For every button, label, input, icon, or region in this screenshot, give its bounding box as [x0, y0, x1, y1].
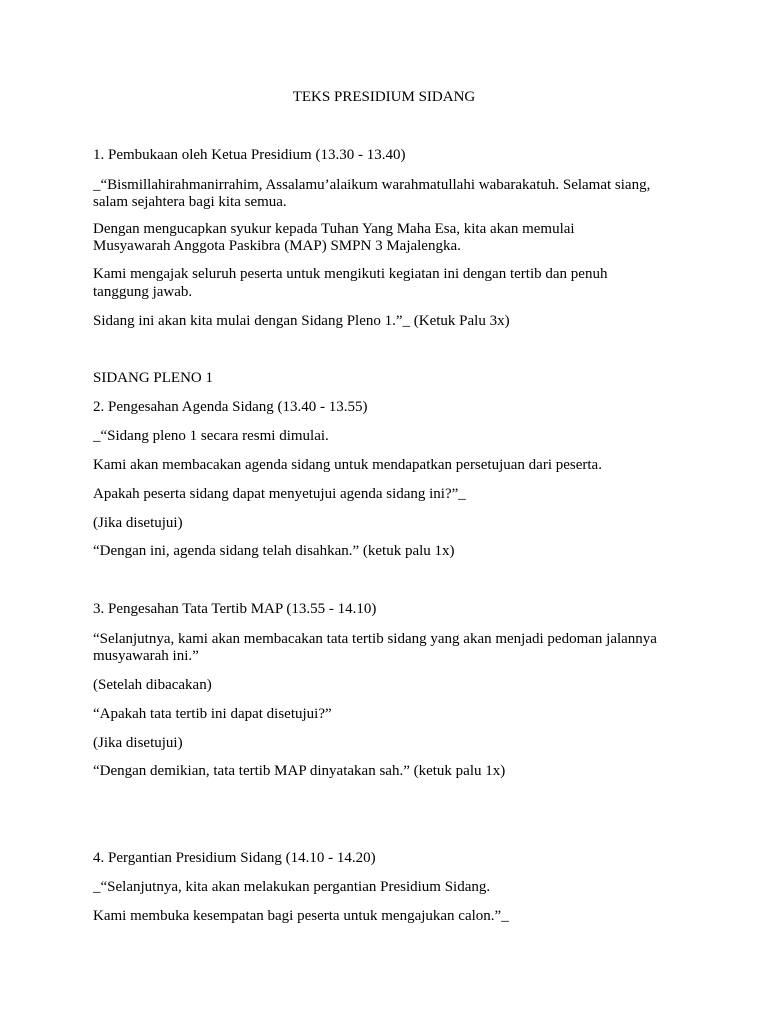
section-4-paragraph-1: _“Selanjutnya, kita akan melakukan pergantian Presidium Sidang.	[93, 879, 491, 895]
section-2-paragraph-1: _“Sidang pleno 1 secara resmi dimulai.	[93, 428, 329, 444]
section-1-paragraph-1-line-2: salam sejahtera bagi kita semua.	[93, 194, 287, 210]
section-3-paragraph-3: “Apakah tata tertib ini dapat disetujui?”	[93, 706, 332, 722]
section-3-paragraph-1-line-1: “Selanjutnya, kami akan membacakan tata tertib sidang yang akan menjadi pedoman jalannya	[93, 631, 657, 647]
section-3-paragraph-4: (Jika disetujui)	[93, 735, 183, 751]
section-4-paragraph-2: Kami membuka kesempatan bagi peserta untuk mengajukan calon.”_	[93, 908, 509, 924]
section-1-paragraph-2-line-2: Musyawarah Anggota Paskibra (MAP) SMPN 3 Majalengka.	[93, 238, 461, 254]
section-2-paragraph-2: Kami akan membacakan agenda sidang untuk mendapatkan persetujuan dari peserta.	[93, 457, 602, 473]
section-2-heading: 2. Pengesahan Agenda Sidang (13.40 - 13.55)	[93, 399, 368, 415]
sidang-pleno-heading: SIDANG PLENO 1	[93, 370, 213, 386]
section-3-paragraph-1-line-2: musyawarah ini.”	[93, 648, 199, 664]
section-1-paragraph-3-line-2: tanggung jawab.	[93, 284, 193, 300]
section-1-heading: 1. Pembukaan oleh Ketua Presidium (13.30 - 13.40)	[93, 147, 406, 163]
section-1-paragraph-4: Sidang ini akan kita mulai dengan Sidang Pleno 1.”_ (Ketuk Palu 3x)	[93, 313, 510, 329]
section-3-paragraph-2: (Setelah dibacakan)	[93, 677, 212, 693]
section-4-heading: 4. Pergantian Presidium Sidang (14.10 - 14.20)	[93, 850, 376, 866]
section-3-heading: 3. Pengesahan Tata Tertib MAP (13.55 - 14.10)	[93, 601, 377, 617]
section-1-paragraph-2-line-1: Dengan mengucapkan syukur kepada Tuhan Yang Maha Esa, kita akan memulai	[93, 221, 575, 237]
section-1-paragraph-1-line-1: _“Bismillahirahmanirrahim, Assalamu’alaikum warahmatullahi wabarakatuh. Selamat siang,	[93, 177, 651, 193]
section-2-paragraph-4: (Jika disetujui)	[93, 515, 183, 531]
section-1-paragraph-3-line-1: Kami mengajak seluruh peserta untuk mengikuti kegiatan ini dengan tertib dan penuh	[93, 266, 608, 282]
section-2-paragraph-3: Apakah peserta sidang dapat menyetujui agenda sidang ini?”_	[93, 486, 466, 502]
section-3-paragraph-5: “Dengan demikian, tata tertib MAP dinyatakan sah.” (ketuk palu 1x)	[93, 763, 506, 779]
document-title: TEKS PRESIDIUM SIDANG	[292, 89, 476, 105]
section-2-paragraph-5: “Dengan ini, agenda sidang telah disahkan.” (ketuk palu 1x)	[93, 543, 455, 559]
